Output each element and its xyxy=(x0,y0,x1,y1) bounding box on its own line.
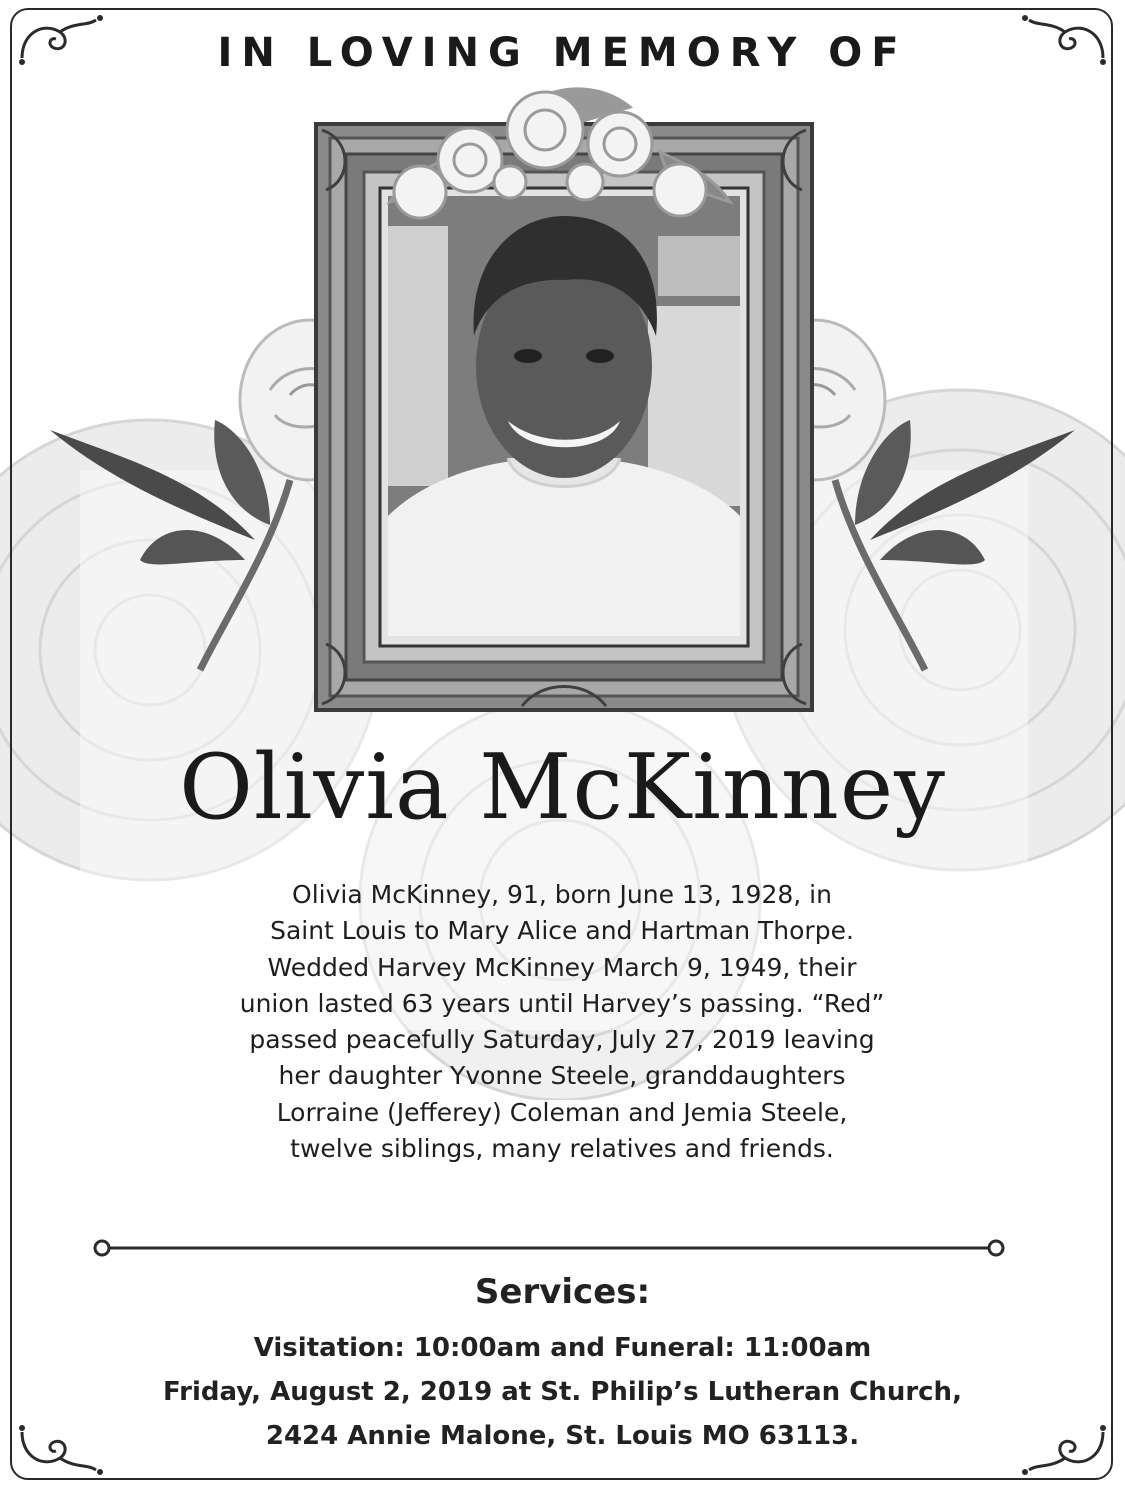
obituary-line: twelve siblings, many relatives and friends. xyxy=(290,1134,834,1164)
obituary-line: Lorraine (Jefferey) Coleman and Jemia Steele, xyxy=(276,1097,848,1127)
services-heading: Services: xyxy=(474,1272,651,1312)
obituary-line: Wedded Harvey McKinney March 9, 1949, their xyxy=(267,952,857,982)
obituary-line: her daughter Yvonne Steele, granddaughters xyxy=(278,1061,846,1091)
obituary-line: union lasted 63 years until Harvey’s passing. “Red” xyxy=(239,988,885,1018)
obituary-line: Olivia McKinney, 91, born June 13, 1928, in xyxy=(292,880,832,909)
obituary-text xyxy=(112,877,1012,1167)
services-line: Visitation: 10:00am and Funeral: 11:00am xyxy=(253,1333,872,1363)
deceased-name: Olivia McKinney xyxy=(179,735,946,840)
obituary-line: passed peacefully Saturday, July 27, 2019 leaving xyxy=(249,1025,875,1055)
portrait-photo xyxy=(388,196,740,636)
services-line: 2424 Annie Malone, St. Louis MO 63113. xyxy=(265,1421,860,1451)
flower-garland-icon xyxy=(380,82,740,242)
divider-line xyxy=(92,1236,1006,1260)
memorial-heading: IN LOVING MEMORY OF xyxy=(217,30,908,76)
services-line: Friday, August 2, 2019 at St. Philip’s Lutheran Church, xyxy=(163,1377,962,1407)
services-details xyxy=(60,1326,1065,1458)
obituary-line: Saint Louis to Mary Alice and Hartman Thorpe. xyxy=(270,916,854,946)
